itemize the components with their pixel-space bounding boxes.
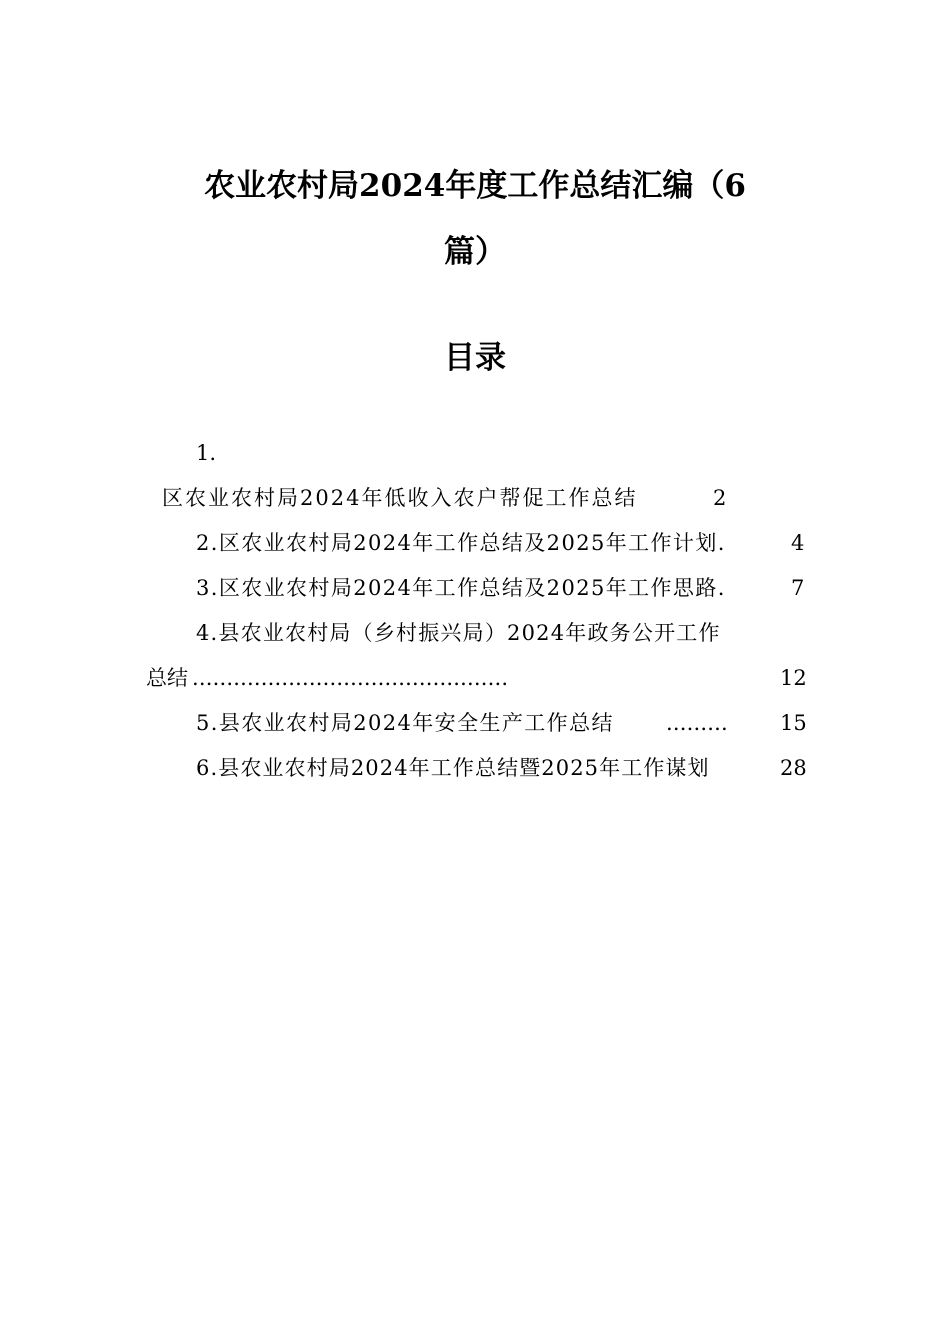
- document-title-line1: 农业农村局2024年度工作总结汇编（6: [204, 168, 746, 204]
- toc-entry4-leader: ..............................................: [192, 666, 509, 690]
- toc-entry3-page: 7: [791, 576, 805, 600]
- toc-entry5-text[interactable]: 5.县农业农村局2024年安全生产工作总结: [196, 711, 614, 735]
- toc-entry3-text[interactable]: 3.区农业农村局2024年工作总结及2025年工作思路.: [196, 576, 726, 600]
- toc-entry1-text[interactable]: 区农业农村局2024年低收入农户帮促工作总结: [162, 486, 638, 510]
- document-title-line2: 篇）: [444, 234, 506, 270]
- toc-entry4-page: 12: [780, 666, 807, 690]
- toc-entry1-page: 2: [713, 486, 727, 510]
- toc-entry6-text[interactable]: 6.县农业农村局2024年工作总结暨2025年工作谋划: [196, 756, 710, 780]
- toc-entry2-text[interactable]: 2.区农业农村局2024年工作总结及2025年工作计划.: [196, 531, 726, 555]
- toc-entry5-leader: .........: [666, 711, 728, 735]
- toc-entry6-page: 28: [780, 756, 807, 780]
- toc-entry5-page: 15: [780, 711, 807, 735]
- toc-heading: 目录: [444, 340, 506, 376]
- toc-entry1-number[interactable]: 1.: [196, 441, 217, 465]
- toc-entry4-text-line1[interactable]: 4.县农业农村局（乡村振兴局）2024年政务公开工作: [196, 621, 721, 645]
- toc-entry4-text-line2[interactable]: 总结: [146, 666, 188, 690]
- toc-entry2-page: 4: [791, 531, 805, 555]
